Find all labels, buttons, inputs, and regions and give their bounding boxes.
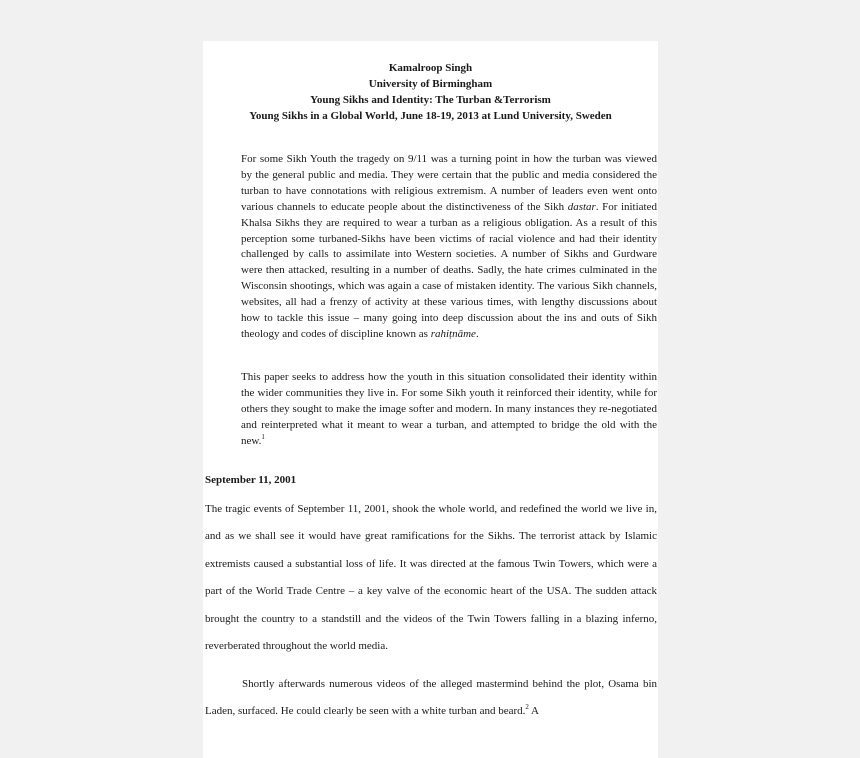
footnote-marker-1[interactable]: 1 [261,432,265,441]
body-text: Shortly afterwards numerous videos of the alleged mastermind behind the plot, Osama bin Laden, surfaced. He could clearly be seen with a white turban and beard. [205,678,657,718]
abstract-paragraph-2 [241,370,657,450]
abstract-text: . [475,327,479,340]
abstract-text: For some Sikh Youth the tragedy on 9/11 was a turning point in how the turban was viewed by the general public and media. They were certain that the public and media considered the turban to have connotations with religious extremism. A number of leaders even went onto various channels to educate people about the distinctiveness of the Sikh [241,153,657,213]
author-name: Kamalroop Singh [388,62,473,74]
term-dastar: dastar [567,200,596,213]
author-affiliation: University of Birmingham [368,78,493,90]
conference-line: Young Sikhs in a Global World, June 18-19, 2013 at Lund University, Sweden [249,110,612,122]
body-text: A [528,705,539,718]
body-paragraph-2 [205,671,657,726]
abstract-paragraph-1 [241,152,657,343]
abstract-text: This paper seeks to address how the youth in this situation consolidated their identity within the wider communities they live in. For some Sikh youth it reinforced their identity, while for others they sought to make the image softer and modern. In many instances they re-negotiated and reinterpreted what it meant to wear a turban, and attempted to bridge the old with the new. [241,371,657,447]
document-page [203,41,658,758]
paper-title: Young Sikhs and Identity: The Turban &Terrorism [310,94,551,106]
term-rahitname: rahiṭnāme [430,327,476,340]
section-heading: September 11, 2001 [205,474,297,486]
body-paragraph-1: The tragic events of September 11, 2001, shook the whole world, and redefined the world we live in, and as we shall see it would have great ramifications for the Sikhs. The terrorist attack by Islamic extremists caused a substantial loss of life. It was directed at the famous Twin Towers, which were a part of the World Trade Centre – a key valve of the economic heart of the USA. The sudden attack brought the country to a standstill and the videos of the Twin Towers falling in a blazing inferno, reverberated throughout the world media. [205,503,657,653]
abstract-text: . For initiated Khalsa Sikhs they are required to wear a turban as a religious obligation. As a result of this perception some turbaned-Sikhs have been victims of racial violence and had their identity challenged by calls to assimilate into Western societies. A number of Sikhs and Gurdware were then attacked, resulting in a number of deaths. Sadly, the hate crimes culminated in the Wisconsin shootings, which was again a case of mistaken identity. The various Sikh channels, websites, all had a frenzy of activity at these various times, with lengthy discussions about how to tackle this issue – many going into deep discussion about the ins and outs of Sikh theology and codes of discipline known as [241,200,657,340]
footnote-marker-2[interactable]: 2 [525,703,529,712]
paper-header [203,60,658,124]
